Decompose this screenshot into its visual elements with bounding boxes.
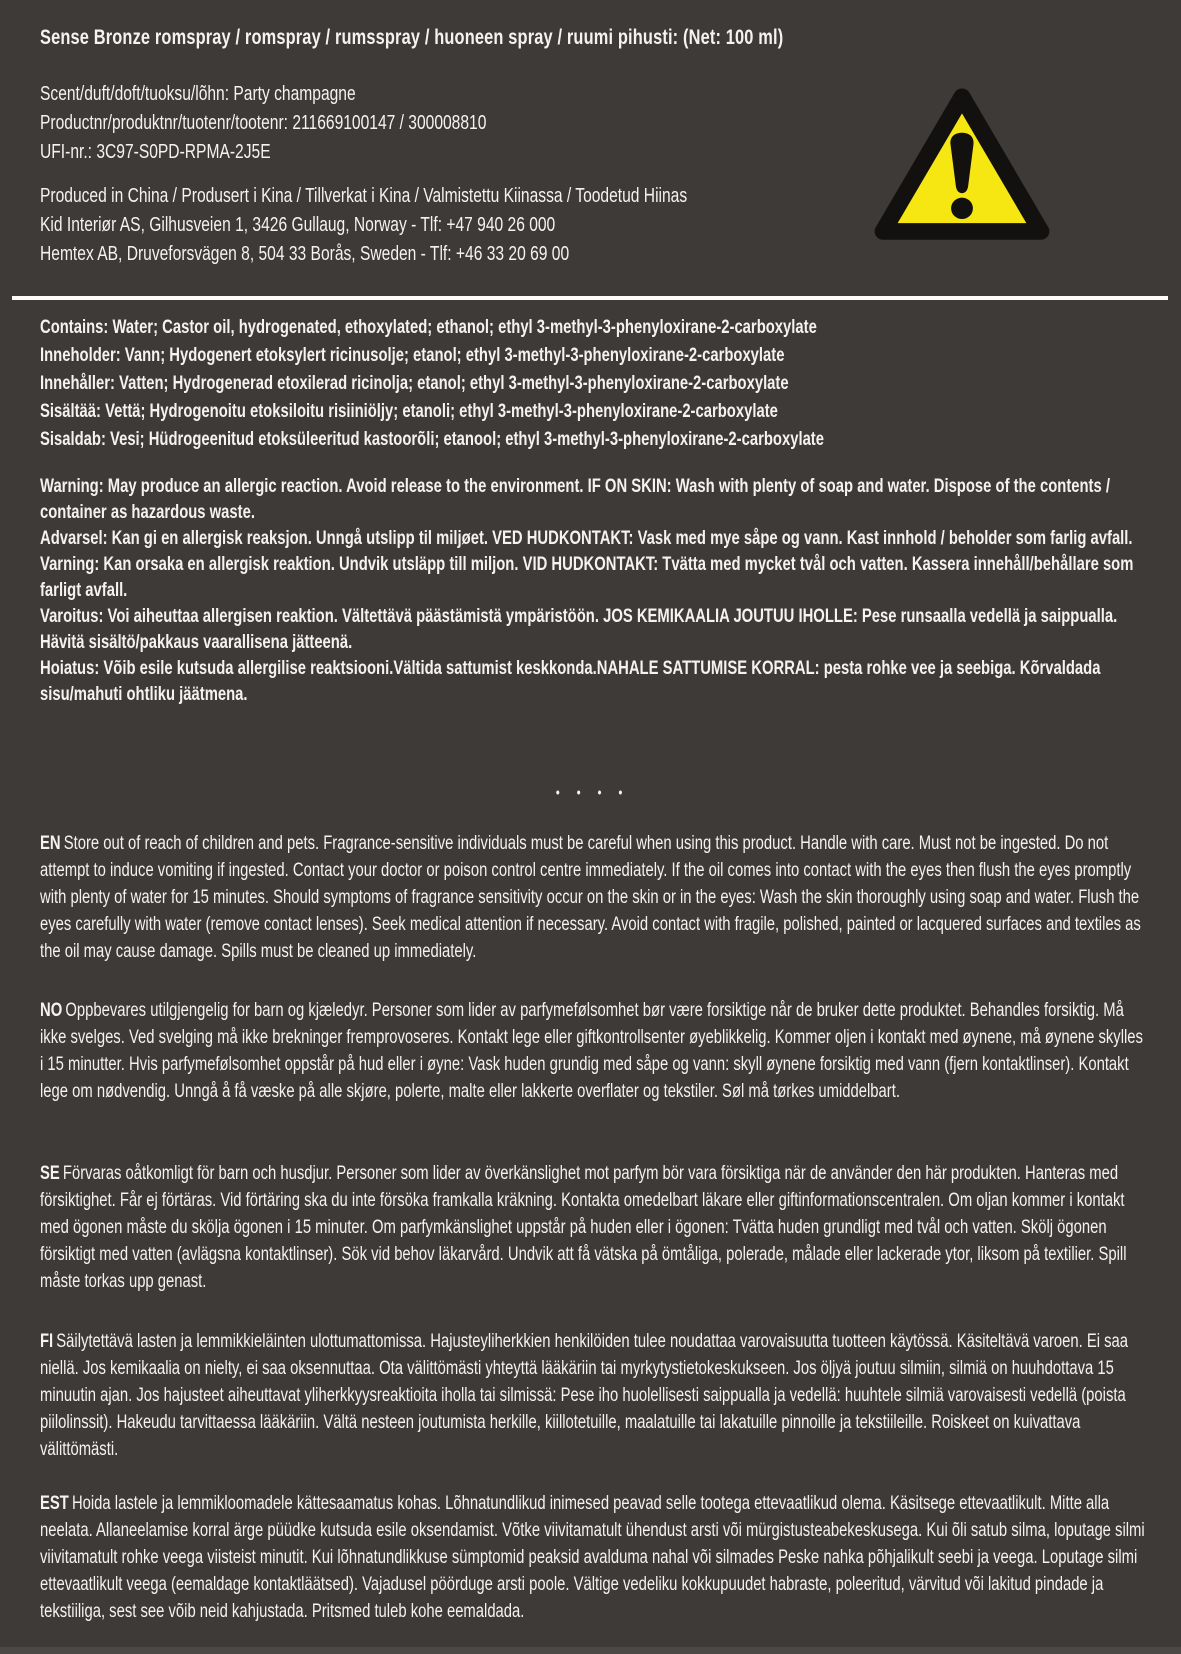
product-title: Sense Bronze romspray / romspray / rumsspray / huoneen spray / ruumi pihusti: (Net: 100 ml): [40, 26, 784, 49]
language-code-en: EN: [40, 833, 61, 854]
label-bottom-edge: [0, 1647, 1181, 1654]
instructions-no: [40, 997, 1145, 1105]
kid-interior-address-line: Kid Interiør AS, Gilhusveien 1, 3426 Gullaug, Norway - Tlf: +47 940 26 000: [40, 214, 556, 236]
contains-line-en: Contains: Water; Castor oil, hydrogenated, ethoxylated; ethanol; ethyl 3-methyl-3-phenyloxirane-2-carboxylate: [40, 317, 817, 338]
language-code-fi: FI: [40, 1331, 54, 1352]
ingredients-block: [40, 314, 1145, 454]
instructions-text-fi: Säilytettävä lasten ja lemmikkieläinten ulottumattomissa. Hajusteyliherkkien henkilöiden tulee noudattaa varovaisuutta tuotteen käytössä. Käsiteltävä varoen. Ei saa niellä. Jos kemikaalia on nielty, ei saa oksennuttaa. Ota välittömästi yhteyttä lääkäriin tai myrkytystietokeskukseen. Jos öljyä joutuu silmiin, silmiä on huuhdottava 15 minuutin ajan. Jos hajusteet aiheuttavat yliherkkyysreaktioita iholla tai silmissä: Pese iho huolellisesti saippualla ja vedellä: huuhtele silmiä varovaisesti vedellä (poista piilolinssit). Hakeudu tarvittaessa lääkäriin. Vältä nesteen joutumista herkille, kiillotetuille, maalatuille tai lakatuille pinnoille ja tekstiileille. Roiskeet on kuivattava välittömästi.: [40, 1331, 1129, 1460]
instructions-en: [40, 830, 1145, 965]
producer-info-block: [40, 182, 1145, 269]
hazard-warnings-block: [40, 474, 1145, 708]
produced-in-line: Produced in China / Produsert i Kina / Tillverkat i Kina / Valmistettu Kiinassa / Toodetud Hiinas: [40, 185, 688, 207]
label-content: [40, 0, 1145, 1654]
instructions-text-no: Oppbevares utilgjengelig for barn og kjæledyr. Personer som lider av parfymefølsomhet bør være forsiktige når de bruker dette produktet. Behandles forsiktig. Må ikke svelges. Ved svelging må ikke brekninger fremprovoseres. Kontakt lege eller giftkontrollsenter øyeblikkelig. Kommer oljen i kontakt med øynene, må øynene skylles i 15 minutter. Hvis parfymefølsomhet oppstår på hud eller i øyne: Vask huden grundig med såpe og vann: skyll øynene forsiktig med vann (fjern kontaktlinser). Kontakt lege om nødvendig. Unngå å få væske på alle skjøre, polerte, malte eller lakkerte overflater og tekstiler. Søl må tørkes umiddelbart.: [40, 1000, 1143, 1102]
language-code-no: NO: [40, 1000, 63, 1021]
scent-line: Scent/duft/doft/tuoksu/lõhn: Party champagne: [40, 83, 356, 105]
language-code-se: SE: [40, 1163, 60, 1184]
hazard-warning-se: Varning: Kan orsaka en allergisk reaktion. Undvik utsläpp till miljon. VID HUDKONTAKT: Tvätta med mycket tvål och vatten. Kassera innehåll/behållare som farligt avfall.: [40, 554, 1134, 601]
instructions-text-en: Store out of reach of children and pets. Fragrance-sensitive individuals must be careful when using this product. Handle with care. Must not be ingested. Do not attempt to induce vomiting if ingested. Contact your doctor or poison control centre immediately. If the oil comes into contact with the eyes then flush the eyes promptly with plenty of water for 15 minutes. Should symptoms of fragrance sensitivity occur on the skin or in the eyes: Wash the skin thoroughly using soap and water. Flush the eyes carefully with water (remove contact lenses). Seek medical attention if necessary. Avoid contact with fragile, polished, painted or lacquered surfaces and textiles as the oil may cause damage. Spills must be cleaned up immediately.: [40, 833, 1141, 962]
instructions-text-est: Hoida lastele ja lemmikloomadele kättesaamatus kohas. Lõhnatundlikud inimesed peavad selle tootega ettevaatlikud olema. Käsitsege ettevaatlikult. Mitte alla neelata. Allaneelamise korral ärge püüdke kutsuda esile oksendamist. Võtke viivitamatult ühendust arsti või mürgistusteabekeskusega. Kui õli satub silma, loputage silmi viivitamatult rohke veega viisteist minutit. Kui lõhnatundlikkuse sümptomid peaksid avalduma nahal või silmades Peske nahka põhjalikult seebi ja veega. Loputage silmi ettevaatlikult veega (eemaldage kontaktläätsed). Vajadusel pöörduge arsti poole. Vältige vedeliku kokkupuudet habraste, poleeritud, värvitud või lakitud pindade ja tekstiiliga, sest see võib neid kahjustada. Pritsmed tuleb kohe eemaldada.: [40, 1493, 1145, 1622]
hazard-warning-no: Advarsel: Kan gi en allergisk reaksjon. Unngå utslipp til miljøet. VED HUDKONTAKT: Vask med mye såpe og vann. Kast innhold / beholder som farlig avfall.: [40, 528, 1133, 549]
instructions-est: [40, 1490, 1145, 1625]
product-info-block: [40, 80, 1145, 167]
hemtex-address-line: Hemtex AB, Druveforsvägen 8, 504 33 Borås, Sweden - Tlf: +46 33 20 69 00: [40, 243, 570, 265]
product-number-line: Productnr/produktnr/tuotenr/tootenr: 211669100147 / 300008810: [40, 112, 487, 134]
hazard-warning-en: Warning: May produce an allergic reaction. Avoid release to the environment. IF ON SKIN: Wash with plenty of soap and water. Dispose of the contents / container as hazardous waste.: [40, 476, 1110, 523]
contains-line-fi: Sisältää: Vettä; Hydrogenoitu etoksiloitu risiiniöljy; etanoli; ethyl 3-methyl-3-phenyloxirane-2-carboxylate: [40, 401, 778, 422]
ufi-number-line: UFI-nr.: 3C97-S0PD-RPMA-2J5E: [40, 141, 271, 163]
contains-line-se: Innehåller: Vatten; Hydrogenerad etoxilerad ricinolja; etanol; ethyl 3-methyl-3-phenyloxirane-2-carboxylate: [40, 373, 789, 394]
hazard-warning-est: Hoiatus: Võib esile kutsuda allergilise reaktsiooni.Vältida sattumist keskkonda.NAHALE SATTUMISE KORRAL: pesta rohke vee ja seebiga. Kõrvaldada sisu/mahuti ohtliku jäätmena.: [40, 658, 1101, 705]
instructions-fi: [40, 1328, 1145, 1463]
instructions-se: [40, 1160, 1145, 1295]
contains-line-est: Sisaldab: Vesi; Hüdrogeenitud etoksüleeritud kastoorõli; etanool; ethyl 3-methyl-3-phenyloxirane-2-carboxylate: [40, 429, 824, 450]
instructions-text-se: Förvaras oåtkomligt för barn och husdjur. Personer som lider av överkänslighet mot parfym bör vara försiktiga när de använder den här produkten. Hanteras med försiktighet. Får ej förtäras. Vid förtäring ska du inte försöka framkalla kräkning. Kontakta omedelbart läkare eller giftinformationscentralen. Om oljan kommer i kontakt med ögonen måste du skölja ögonen i 15 minuter. Om parfymkänslighet uppstår på huden eller i ögonen: Tvätta huden grundligt med tvål och vatten. Skölj ögonen försiktigt med vatten (avlägsna kontaktlinser). Sök vid behov läkarvård. Undvik att få vätska på ömtåliga, polerade, målade eller lackerade ytor, liksom på textilier. Spill måste torkas upp genast.: [40, 1163, 1127, 1292]
contains-line-no: Inneholder: Vann; Hydogenert etoksylert ricinusolje; etanol; ethyl 3-methyl-3-phenyloxirane-2-carboxylate: [40, 345, 785, 366]
dots-separator: • • • •: [555, 784, 630, 800]
hazard-warning-fi: Varoitus: Voi aiheuttaa allergisen reaktion. Vältettävä päästämistä ympäristöön. JOS KEMIKAALIA JOUTUU IHOLLE: Pese runsaalla vedellä ja saippualla. Hävitä sisältö/pakkaus vaarallisena jätteenä.: [40, 606, 1118, 653]
language-code-est: EST: [40, 1493, 69, 1514]
